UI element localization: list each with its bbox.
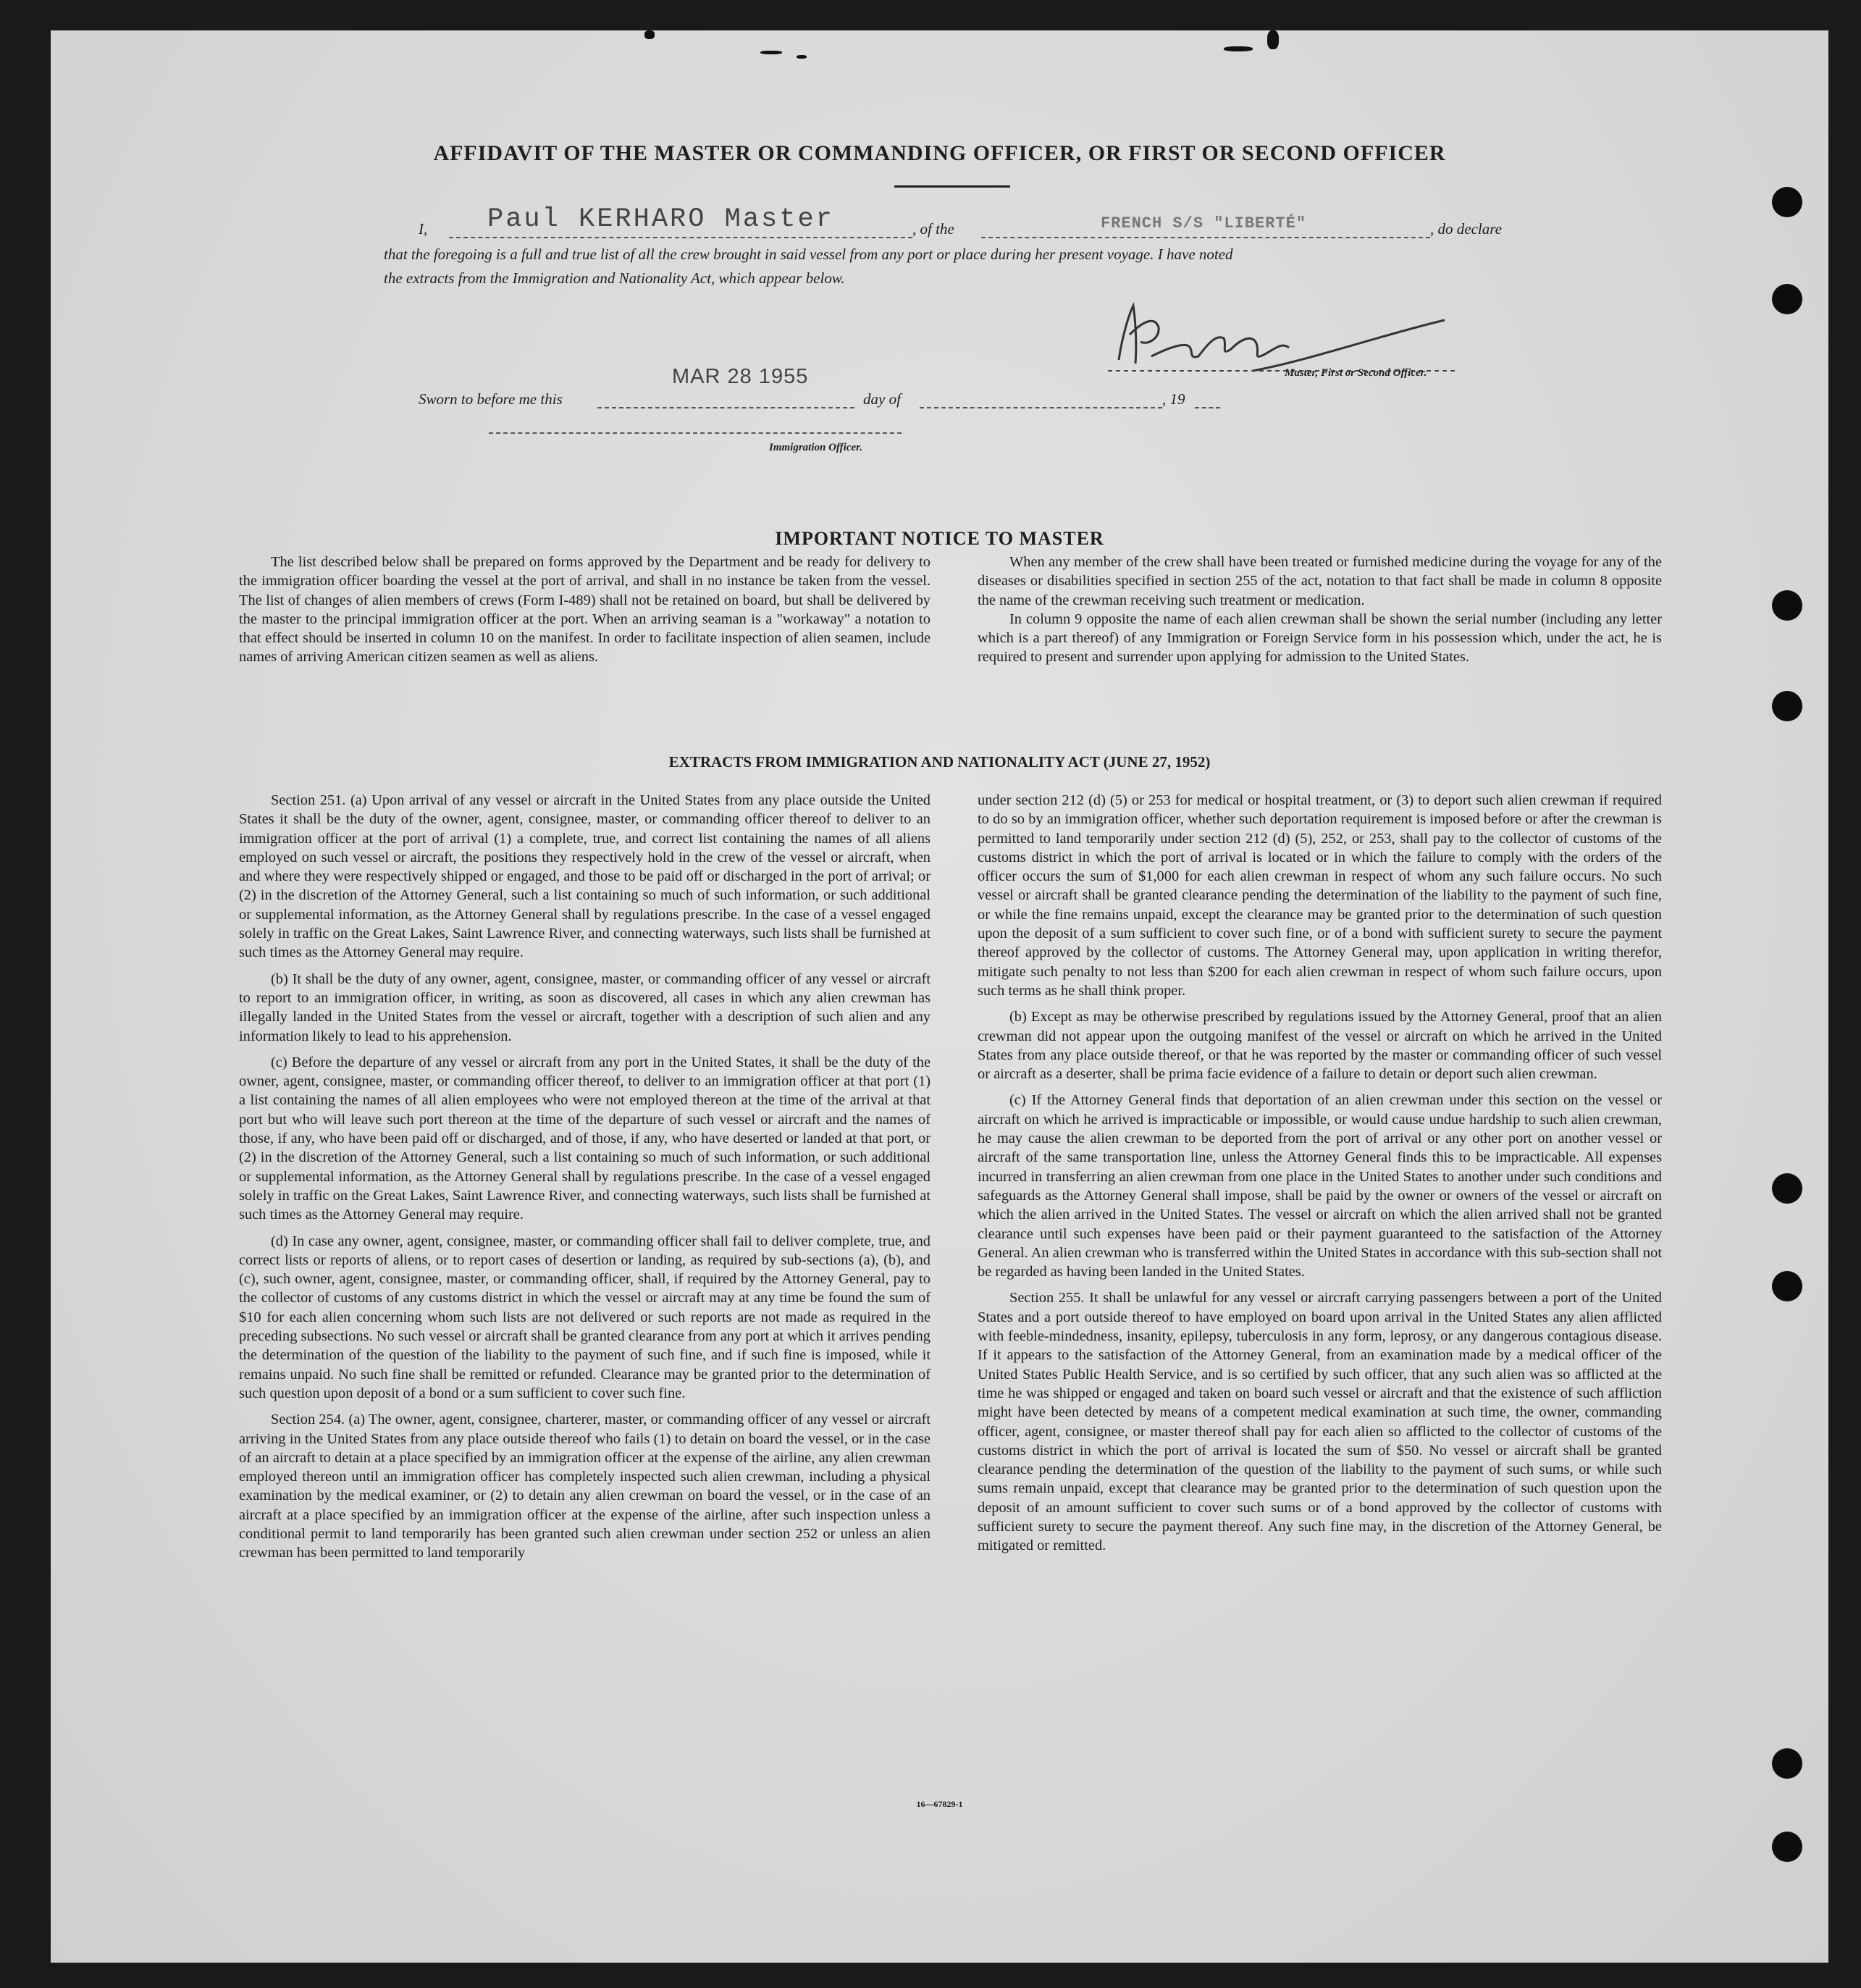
immigration-officer-caption: Immigration Officer. — [769, 442, 862, 453]
section-251-a: Section 251. (a) Upon arrival of any vessel or aircraft in the United States from any place outside the United States it shall be the duty of the owner, agent, consignee, master, or commanding officer thereof to deliver to an immigration officer at the port of arrival (1) a complete, true, and correct list containing the names of all aliens employed on such vessel or aircraft, the positions they respectively hold in the crew of the vessel or aircraft, when and where they were respectively shipped or engaged, and those to be paid off or discharged in the port of arrival; or (2) in the discretion of the Attorney General, such a list containing so much of such information, or such additional or supplemental information, as the Attorney General shall by regulations prescribe. In the case of a vessel engaged solely in traffic on the Great Lakes, Saint Lawrence River, and connecting waterways, such lists shall be furnished at such times as the Attorney General may require. — [239, 792, 930, 961]
day-of-label: day of — [863, 390, 901, 408]
punch-hole — [1772, 187, 1802, 217]
vessel-name: FRENCH S/S "LIBERTÉ" — [1101, 214, 1307, 232]
sworn-day-field[interactable] — [597, 407, 854, 408]
title-rule — [894, 185, 1010, 188]
master-name-field[interactable] — [449, 237, 912, 238]
punch-hole — [1772, 1173, 1802, 1204]
notice-left-paragraph: The list described below shall be prepared on forms approved by the Department and be ready for delivery to the immigration officer boarding the vessel at the port of arrival, and shall in no instance be taken from the vessel. The list of changes of alien members of crews (Form I-489) shall not be retained on board, but shall be delivered by the master to the principal immigration officer at the port. When an arriving seaman is a "workaway" a notation to that effect should be inserted in column 10 on the manifest. In order to facilitate inspection of alien seamen, include names of arriving American citizen seamen as well as aliens. — [239, 554, 930, 666]
section-251-d: (d) In case any owner, agent, consignee, master, or commanding officer shall fail to deliver complete, true, and correct lists or reports of aliens, or to report cases of desertion or landing, as required by sub-sections (a), (b), and (c), such owner, agent, consignee, master, or commanding officer, shall, if required by the Attorney General, pay to the collector of customs of any customs district in which the vessel or aircraft may at any time be found the sum of $10 for each alien concerning whom such lists are not delivered or such reports are not made as required in the preceding subsections. No such vessel or aircraft shall be granted clearance from any port at which it arrives pending the determination of the question of the liability to the payment of such fine, and if such fine is imposed, while it remains unpaid. No such fine shall be remitted or refunded. Clearance may be granted prior to the determination of such question upon deposit of a bond or a sum sufficient to cover such fine. — [239, 1233, 930, 1401]
notice-left-column — [239, 553, 930, 667]
declaration-line-2: the extracts from the Immigration and Nationality Act, which appear below. — [384, 269, 845, 287]
section-251-b: (b) It shall be the duty of any owner, agent, consignee, master, or commanding officer of any vessel or aircraft to report to an immigration officer, in writing, as soon as discovered, all cases in which any alien crewman has illegally landed in the United States from the vessel or aircraft, together with a description of such alien and any information likely to lead to his apprehension. — [239, 970, 930, 1044]
ink-blot — [797, 55, 807, 59]
punch-hole — [1772, 1271, 1802, 1301]
year-label: , 19 — [1162, 390, 1185, 408]
section-254-c: (c) If the Attorney General finds that deportation of an alien crewman under this section on the vessel or aircraft on which he arrived is impracticable or impossible, or would cause undue hardship to such alien crewman, he may cause the alien crewman to be deported from the port of arrival or any other port on another vessel or aircraft of the same transportation line, unless the Attorney General finds this to be impracticable. All expenses incurred in transferring an alien crewman from one place in the United States to another under such conditions and safeguards as the Attorney General shall impose, shall be paid by the owner or owners of the vessel or aircraft on which the alien arrived in the United States. The vessel or aircraft on which the alien arrived shall not be granted clearance until such expenses have been paid or their payment guaranteed to the satisfaction of the Attorney General. An alien crewman who is transferred within the United States in accordance with this sub-section shall not be regarded as having been landed in the United States. — [978, 1092, 1662, 1280]
section-254-a-continued: under section 212 (d) (5) or 253 for medical or hospital treatment, or (3) to deport such alien crewman if required to do so by an immigration officer, whether such deportation requirement is imposed before or after the crewman is permitted to land temporarily under section 212 (d) (5), 252, or 253, shall pay to the collector of customs of the customs district in which the port of arrival is located or in which the failure to comply with the orders of the officer occurs the sum of $1,000 for each alien crewman in respect of whom any such failure occurs. No such vessel or aircraft shall be granted clearance pending the determination of the liability to the payment of such fine, or while the fine remains unpaid, except the clearance may be granted prior to the determination of such question upon the deposit of a sum sufficient to cover such fine, or of a bond with sufficient surety to secure the payment thereof approved by the collector of customs. The Attorney General may, upon application in writing therefor, mitigate such penalty to not less than $200 for each alien crewman in respect of whom such failure occurs, upon such terms as he shall think proper. — [978, 792, 1662, 999]
vessel-name-field[interactable] — [981, 237, 1430, 238]
sworn-label: Sworn to before me this — [419, 390, 563, 408]
notice-right-paragraph-1: When any member of the crew shall have been treated or furnished medicine during the voyage for any of the diseases or disabilities specified in section 255 of the act, notation to that fact shall be made in column 8 opposite the name of the crewman receiving such treatment or medication. — [978, 554, 1662, 608]
notice-title: IMPORTANT NOTICE TO MASTER — [775, 528, 1104, 549]
extracts-left-column — [239, 760, 930, 1563]
notice-right-column — [978, 553, 1662, 667]
extracts-right-column — [978, 760, 1662, 1556]
punch-hole — [1772, 590, 1802, 621]
i-label: I, — [419, 220, 428, 238]
punch-hole — [1772, 1832, 1802, 1862]
ink-blot — [1224, 46, 1253, 51]
extracts-title: EXTRACTS FROM IMMIGRATION AND NATIONALITY ACT (JUNE 27, 1952) — [668, 753, 1211, 771]
punch-hole — [1772, 1748, 1802, 1779]
master-name: Paul KERHARO Master — [487, 204, 834, 235]
section-251-c: (c) Before the departure of any vessel or aircraft from any port in the United States, it shall be the duty of the owner, agent, consignee, master, or commanding officer thereof, to deliver to an immigration officer at that port (1) a list containing the names of all alien employees who were not employed thereon at the time of the arrival at that port but who will leave such port thereon at the time of the departure of such vessel or aircraft and the names of those, if any, who have been paid off or discharged, and of those, if any, who have deserted or landed at that port, or (2) in the discretion of the Attorney General, such a list containing so much of such information, or such additional or supplemental information, as the Attorney General shall by regulations prescribe. In the case of a vessel engaged solely in traffic on the Great Lakes, Saint Lawrence River, and connecting waterways, such lists shall be furnished at such times as the Attorney General may require. — [239, 1054, 930, 1223]
affidavit-title: AFFIDAVIT OF THE MASTER OR COMMANDING OFFICER, OR FIRST OR SECOND OFFICER — [433, 141, 1446, 165]
signature-caption: Master, First or Second Officer. — [1285, 367, 1427, 379]
punch-hole — [1772, 284, 1802, 314]
of-the-label: , of the — [912, 220, 954, 238]
sworn-date-stamp: MAR 28 1955 — [672, 365, 809, 388]
section-254-a: Section 254. (a) The owner, agent, consignee, charterer, master, or commanding officer of any vessel or aircraft arriving in the United States from any place outside thereof who fails (1) to detain on board the vessel, or in the case of an aircraft to detain at a place specified by an immigration officer at the expense of the airline, any alien crewman employed thereon until an immigration officer has completely inspected such alien crewman, including a physical examination by the medical examiner, or (2) to detain any alien crewman on board the vessel, or in the case of an aircraft at a place specified by an immigration officer at the expense of the airline, after such inspection unless a conditional permit to land temporarily has been granted such alien crewman under section 252 or unless an alien crewman has been permitted to land temporarily — [239, 1412, 930, 1561]
immigration-officer-signature-field[interactable] — [489, 432, 902, 434]
document-page — [51, 30, 1828, 1963]
ink-blot — [1267, 30, 1279, 49]
ink-blot — [760, 51, 782, 54]
ink-blot — [644, 30, 655, 39]
punch-hole — [1772, 691, 1802, 721]
do-declare-label: , do declare — [1430, 220, 1502, 238]
declaration-line-1: that the foregoing is a full and true list of all the crew brought in said vessel from any port or place during her present voyage. I have noted — [384, 246, 1233, 263]
section-255: Section 255. It shall be unlawful for any vessel or aircraft carrying passengers between a port of the United States and a port outside thereof to have employed on board upon arrival in the United States any alien afflicted with feeble-mindedness, insanity, epilepsy, tuberculosis in any form, leprosy, or any dangerous contagious disease. If it appears to the satisfaction of the Attorney General, from an examination made by a medical officer of the United States Public Health Service, and is so certified by such officer, that any such alien was so afflicted at the time he was shipped or engaged and taken on board such vessel or aircraft and that the existence of such affliction might have been detected by means of a competent medical examination at such time, the owner, commanding officer, agent, consignee, or master thereof shall pay for each alien so afflicted to the collector of customs of the customs district in which the port of arrival is located the sum of $50. No vessel or aircraft shall be granted clearance pending the determination of the question of the liability to the payment of such sums, or while such sums remain unpaid, except that clearance may be granted prior to the determination of such question upon the deposit of an amount sufficient to cover such sums or of a bond approved by the collector of customs with sufficient surety to secure the payment thereof. Any such fine may, in the discretion of the Attorney General, be mitigated or remitted. — [978, 1290, 1662, 1554]
section-254-b: (b) Except as may be otherwise prescribed by regulations issued by the Attorney General, proof that an alien crewman did not appear upon the outgoing manifest of the vessel or aircraft on which he arrived in the United States from any place outside thereof, or that he was reported by the master or commanding officer of such vessel or aircraft as a deserter, shall be prima facie evidence of a failure to detain or deport such alien crewman. — [978, 1009, 1662, 1083]
sworn-month-field[interactable] — [920, 407, 1162, 408]
sworn-year-field[interactable] — [1195, 407, 1220, 408]
notice-right-paragraph-2: In column 9 opposite the name of each alien crewman shall be shown the serial number (including any letter which is a part thereof) of any Immigration or Foreign Service form in his possession which, under the act, he is required to present and surrender upon applying for admission to the United States. — [978, 611, 1662, 666]
form-code: 16—67829-1 — [916, 1799, 963, 1809]
